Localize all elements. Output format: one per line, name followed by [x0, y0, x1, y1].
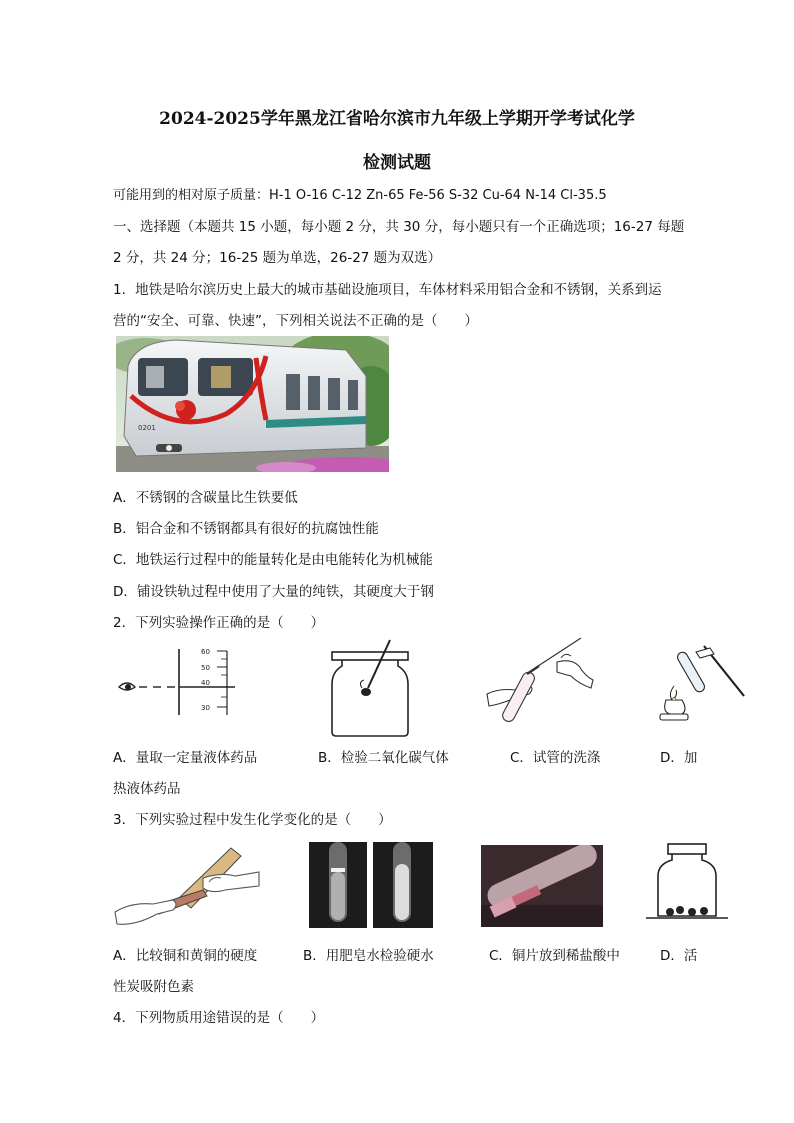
q3-option-a: A．比较铜和黄铜的硬度 [113, 948, 258, 964]
subway-train-photo [116, 336, 389, 472]
measuring-cylinder-reading-figure [113, 645, 243, 717]
atomic-masses: 可能用到的相对原子质量：H-1 O-16 C-12 Zn-65 Fe-56 S-32 Cu-64 N-14 Cl-35.5 [113, 188, 607, 203]
train-number-label: 0201 [138, 424, 156, 432]
q3-option-d: D．活 [660, 948, 698, 964]
scale-tick-50: 50 [201, 664, 210, 672]
q2-option-a: A．量取一定量液体药品 [113, 750, 258, 766]
q1-option-c: C．地铁运行过程中的能量转化是由电能转化为机械能 [113, 552, 433, 568]
gas-jar-co2-test-figure [328, 638, 412, 738]
heating-liquid-figure [652, 642, 748, 728]
q2-stem: 2．下列实验操作正确的是（ ） [113, 615, 325, 631]
activated-carbon-jar-figure [646, 842, 728, 926]
q4-stem: 4．下列物质用途错误的是（ ） [113, 1010, 325, 1026]
scale-tick-30: 30 [201, 704, 210, 712]
q3-option-d-continued: 性炭吸附色素 [113, 979, 194, 995]
q1-stem-line2: 营的“安全、可靠、快速”，下列相关说法不正确的是（ ） [113, 313, 478, 329]
q1-option-b: B．铝合金和不锈钢都具有很好的抗腐蚀性能 [113, 521, 379, 537]
test-tube-washing-figure [485, 636, 595, 728]
copper-in-acid-figure [481, 845, 603, 927]
scale-tick-60: 60 [201, 648, 210, 656]
section-header-line2: 2 分，共 24 分；16-25 题为单选，26-27 题为双选） [113, 250, 442, 266]
q3-option-b: B．用肥皂水检验硬水 [303, 948, 434, 964]
q1-stem-line1: 1．地铁是哈尔滨历史上最大的城市基础设施项目，车体材料采用铝合金和不锈钢，关系到运 [113, 282, 662, 298]
q3-stem: 3．下列实验过程中发生化学变化的是（ ） [113, 812, 392, 828]
scale-tick-40: 40 [201, 679, 210, 687]
q1-option-d: D．铺设铁轨过程中使用了大量的纯铁，其硬度大于钢 [113, 584, 434, 600]
q2-option-b: B．检验二氧化碳气体 [318, 750, 449, 766]
metal-sheets-scratch-figure [113, 842, 261, 930]
q2-option-d-continued: 热液体药品 [113, 781, 181, 797]
q3-option-c: C．铜片放到稀盐酸中 [489, 948, 620, 964]
q2-option-d: D．加 [660, 750, 698, 766]
exam-title-line1: 2024-2025学年黑龙江省哈尔滨市九年级上学期开学考试化学 [159, 109, 635, 129]
exam-title-line2: 检测试题 [363, 153, 431, 173]
section-header-line1: 一、选择题（本题共 15 小题，每小题 2 分，共 30 分，每小题只有一个正确选项；16-27 每题 [113, 219, 685, 235]
q2-option-c: C．试管的洗涤 [510, 750, 601, 766]
q1-option-a: A．不锈钢的含碳量比生铁要低 [113, 490, 298, 506]
soap-water-hard-water-figure [309, 842, 433, 928]
